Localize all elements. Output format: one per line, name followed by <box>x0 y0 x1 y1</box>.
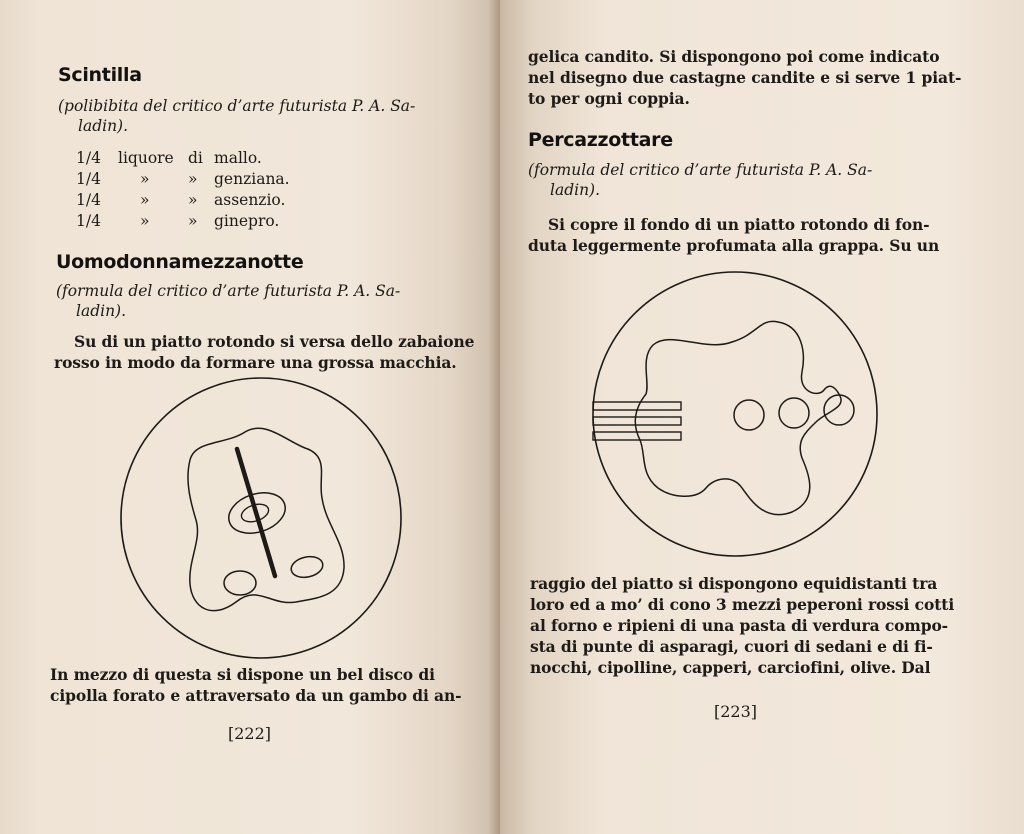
pepper-bar-2 <box>593 417 681 425</box>
page-number-left: [222] <box>228 724 272 743</box>
ingredient-qty: 1/4 <box>76 170 101 188</box>
body-percazzottare-after-line1: raggio del piatto si dispongono equidistanti tra <box>530 574 938 593</box>
ingredient-qty: 1/4 <box>76 149 101 167</box>
subtitle-percazzottare-line2: ladin). <box>550 181 601 199</box>
subtitle-uomodonna-line2: ladin). <box>76 302 127 320</box>
body-percazzottare-line1: Si copre il fondo di un piatto rotondo di fon- <box>548 215 930 234</box>
body-percazzottare-after-line3: al forno e ripieni di una pasta di verdura compo- <box>530 616 949 635</box>
body-percazzottare-after-line2: loro ed a mo’ di cono 3 mezzi peperoni rossi cotti <box>530 595 955 614</box>
circle-2 <box>779 398 809 428</box>
zabaione-stain <box>188 428 344 610</box>
ingredient-name: genziana. <box>214 170 290 188</box>
candied-chestnut-right <box>289 554 324 580</box>
ditto-mark: » <box>140 212 150 230</box>
body-uomodonna-after-line2: cipolla forato e attraversato da un gambo di an- <box>50 686 462 705</box>
ditto-mark: » <box>188 170 198 188</box>
plate-illustration-percazzottare <box>500 0 1024 834</box>
subtitle-uomodonna-line1: (formula del critico d’arte futurista P. A. Sa- <box>56 282 401 300</box>
ingredient-name: mallo. <box>214 149 262 167</box>
ingredient-name: ginepro. <box>214 212 280 230</box>
subtitle-scintilla-line2: ladin). <box>78 117 129 135</box>
ingredient-word: liquore <box>118 149 174 167</box>
ingredient-qty: 1/4 <box>76 191 101 209</box>
continued-line1: gelica candito. Si dispongono poi come indicato <box>528 47 940 66</box>
circle-3 <box>824 395 854 425</box>
body-uomodonna-after-line1: In mezzo di questa si dispone un bel disco di <box>50 665 435 684</box>
circle-1 <box>734 400 764 430</box>
left-page <box>0 0 500 834</box>
right-page <box>500 0 1024 834</box>
body-uomodonna-line2: rosso in modo da formare una grossa macchia. <box>54 353 457 372</box>
fonduta-stain <box>635 321 841 514</box>
candied-chestnut-left <box>224 571 256 595</box>
recipe-title-percazzottare: Percazzottare <box>528 129 673 151</box>
ingredient-word: di <box>188 149 203 167</box>
plate-circle <box>121 378 401 658</box>
body-uomodonna-line1: Su di un piatto rotondo si versa dello zabaione <box>74 332 475 351</box>
continued-line2: nel disegno due castagne candite e si serve 1 piat- <box>528 68 962 87</box>
plate-illustration-uomodonna <box>0 0 500 834</box>
ditto-mark: » <box>188 212 198 230</box>
page-number-right: [223] <box>714 702 758 721</box>
body-percazzottare-line2: duta leggermente profumata alla grappa. Su un <box>528 236 940 255</box>
ditto-mark: » <box>140 170 150 188</box>
ingredient-name: assenzio. <box>214 191 286 209</box>
continued-line3: to per ogni coppia. <box>528 89 690 108</box>
body-percazzottare-after-line5: nocchi, cipolline, capperi, carciofini, olive. Dal <box>530 658 931 677</box>
recipe-title-scintilla: Scintilla <box>58 64 142 86</box>
recipe-title-uomodonnamezzanotte: Uomodonnamezzanotte <box>56 251 304 273</box>
ingredient-qty: 1/4 <box>76 212 101 230</box>
body-percazzottare-after-line4: sta di punte di asparagi, cuori di sedani e di fi- <box>530 637 933 656</box>
ditto-mark: » <box>140 191 150 209</box>
ditto-mark: » <box>188 191 198 209</box>
subtitle-percazzottare-line1: (formula del critico d’arte futurista P. A. Sa- <box>528 161 873 179</box>
subtitle-scintilla-line1: (polibibita del critico d’arte futurista P. A. Sa- <box>58 97 416 115</box>
